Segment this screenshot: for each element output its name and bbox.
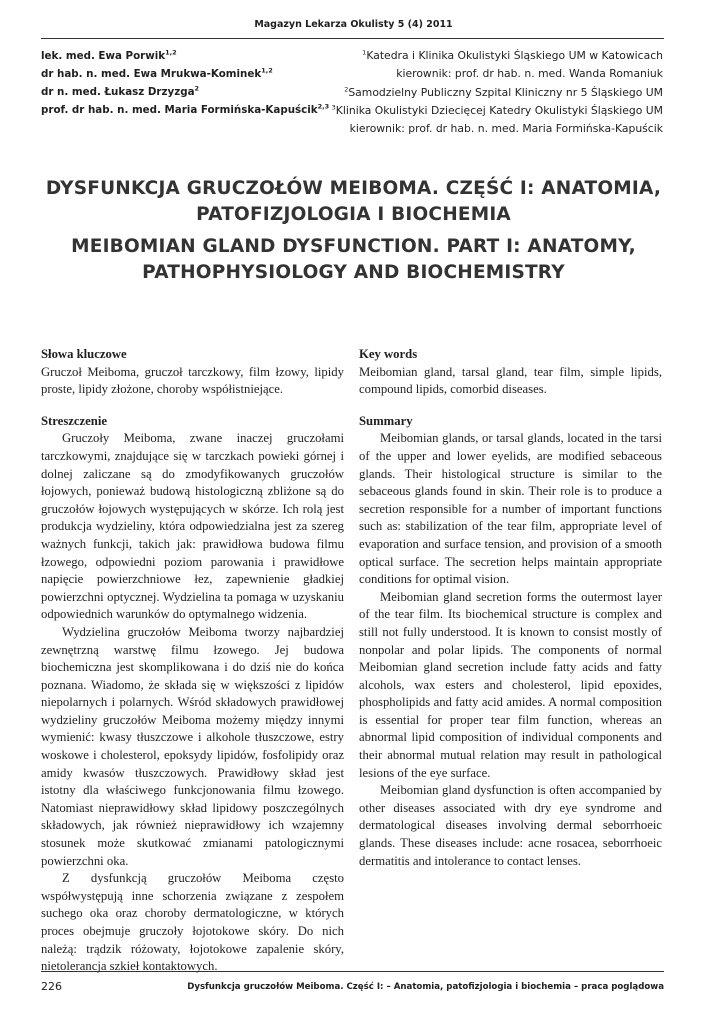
author: prof. dr hab. n. med. Maria Formińska-Kapuścik$^{2,3}$ xyxy=(41,102,330,116)
affiliation: $^3$Klinika Okulistyki Dziecięcej Katedry Okulistyki Śląskiego UM xyxy=(331,103,663,117)
journal-header: Magazyn Lekarza Okulisty 5 (4) 2011 xyxy=(254,19,453,30)
english-column xyxy=(359,346,662,870)
keywords-text: Meibomian gland, tarsal gland, tear film, simple lipids, compound lipids, comorbid diseases. xyxy=(359,364,662,397)
summary-heading: Streszczenie xyxy=(41,413,107,428)
title-english: MEIBOMIAN GLAND DYSFUNCTION. PART I: ANATOMY, PATHOPHYSIOLOGY AND BIOCHEMISTRY xyxy=(71,236,636,283)
affiliation: kierownik: prof. dr hab. n. med. Maria Formińska-Kapuścik xyxy=(349,122,663,136)
running-title: Dysfunkcja gruczołów Meiboma. Część I: – Anatomia, patofizjologia i biochemia – praca poglądowa xyxy=(187,982,664,992)
title-polish: DYSFUNKCJA GRUCZOŁÓW MEIBOMA. CZĘŚĆ I: ANATOMIA, PATOFIZJOLOGIA I BIOCHEMIA xyxy=(45,178,662,225)
author: dr n. med. Łukasz Drzyzga$^2$ xyxy=(41,84,200,98)
keywords-text: Gruczoł Meiboma, gruczoł tarczkowy, film łzowy, lipidy proste, lipidy złożone, choroby współistniejące. xyxy=(41,364,344,397)
affiliation: $^1$Katedra i Klinika Okulistyki Śląskiego UM w Katowicach xyxy=(362,48,663,62)
polish-column xyxy=(41,346,344,976)
keywords-heading: Key words xyxy=(359,347,418,361)
keywords-heading: Słowa kluczowe xyxy=(41,347,127,361)
summary-paragraph: Meibomian glands, or tarsal glands, located in the tarsi of the upper and lower eyelids, are modified sebaceous glands. Their histological structure is similar to the sebaceous glands found in skin. Their role is to produce a secretion responsible for a number of important functions such as: stabilization of the tear film, appropriate level of evaporation and surface tension, and provision of a smooth optical surface. The secretion helps maintain appropriate conditions for optimal vision. xyxy=(359,431,662,587)
summary-paragraph: Wydzielina gruczołów Meiboma tworzy najbardziej zewnętrzną warstwę filmu łzowego. Jej budowa biochemiczna jest skomplikowana i do dziś nie do końca poznana. Wiadomo, że składa się w większości z lipidów niepolarnych i polarnych. Wśród składowych prawidłowej wydzieliny gruczołów Meiboma możemy między innymi wymienić: kwasy tłuszczowe i alkohole tłuszczowe, estry woskowe i cholesterol, epoksydy lipidów, fosfolipidy oraz amidy kwasów tłuszczowych. Prawidłowy skład jest istotny dla właściwego funkcjonowania filmu łzowego. Natomiast nieprawidłowy skład lipidowy poszczególnych składowych, jak również nieprawidłowy ich wzajemny stosunek może skutkować zmianami patologicznymi powierzchni oka. xyxy=(41,624,344,868)
affiliation-list xyxy=(330,47,663,138)
summary-paragraph: Z dysfunkcją gruczołów Meiboma często współwystępują inne schorzenia związane z zespołem suchego oka oraz choroby dermatologiczne, w których proces obejmuje gruczoły łojotokowe skóry. Do nich należą: trądzik różowaty, łojotokowe zapalenie skóry, nietolerancja szkieł kontaktowych. xyxy=(41,871,344,974)
author: lek. med. Ewa Porwik$^{1,2}$ xyxy=(41,48,177,62)
summary-heading: Summary xyxy=(359,413,413,428)
author: dr hab. n. med. Ewa Mrukwa-Kominek$^{1,2}$ xyxy=(41,66,273,80)
page-number: 226 xyxy=(41,980,62,993)
summary-paragraph: Meibomian gland dysfunction is often accompanied by other diseases associated with dry eye syndrome and dermatological diseases involving dermal seborrhoeic glands. These diseases include: acne rosacea, seborrhoeic dermatitis and intolerance to contact lenses. xyxy=(359,783,662,868)
affiliation: $^2$Samodzielny Publiczny Szpital Kliniczny nr 5 Śląskiego UM xyxy=(344,85,663,99)
affiliation: kierownik: prof. dr hab. n. med. Wanda Romaniuk xyxy=(396,67,663,81)
summary-paragraph: Gruczoły Meiboma, zwane inaczej gruczołami tarczkowymi, znajdujące się w tarczkach powieki górnej i dolnej zaliczane są do zmodyfikowanych gruczołów łojowych, ponieważ budową histologiczną zbliżone są do gruczołów łojowych występujących w skórze. Ich rolą jest produkcja wydzieliny, która odpowiedzialna jest za szereg ważnych funkcji, takich jak: prawidłowa budowa filmu łzowego, odpowiedni poziom parowania i prawidłowe napięcie powierzchniowe łez, zapewnienie gładkiej powierzchni optycznej. Wydzielina ta pomaga w uzyskaniu odpowiednich warunków do optymalnego widzenia. xyxy=(41,431,344,622)
summary-paragraph: Meibomian gland secretion forms the outermost layer of the tear film. Its biochemical structure is complex and still not fully understood. It is known to consist mostly of nonpolar and polar lipids. The components of normal Meibomian gland secretion include fatty acids and fatty alcohols, wax esters and cholesterol, lipid epoxides, phospholipids and fatty acid amides. A normal composition is essential for proper tear film function, whereas an abnormal lipid composition of individual components and their abnormal mutual relation may result in pathological lesions of the eye surface. xyxy=(359,589,662,780)
header-rule xyxy=(41,38,664,39)
author-list xyxy=(41,47,341,119)
footer-rule xyxy=(41,971,664,972)
